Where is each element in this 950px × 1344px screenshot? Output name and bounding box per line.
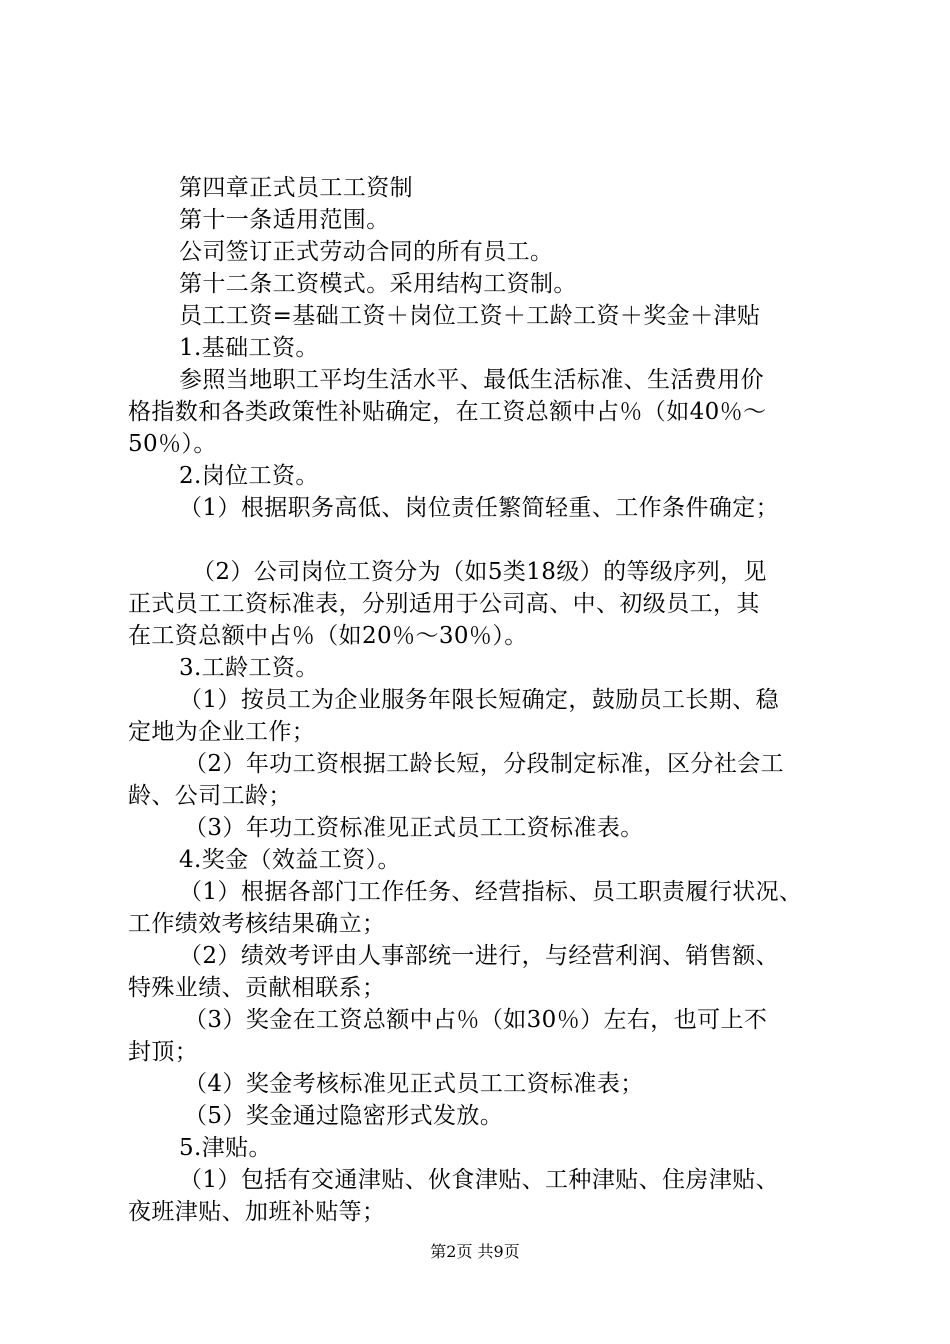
paragraph-line: 夜班津贴、加班补贴等； — [128, 1199, 386, 1225]
paragraph-line: 封顶； — [128, 1039, 199, 1065]
list-item: （1）包括有交通津贴、伙食津贴、工种津贴、住房津贴、 — [179, 1167, 780, 1193]
document-body — [128, 172, 840, 1228]
list-item: （1）按员工为企业服务年限长短确定，鼓励员工长期、稳 — [179, 687, 780, 713]
section-heading: 1.基础工资。 — [179, 335, 319, 361]
list-item: （4）奖金考核标准见正式员工工资标准表； — [184, 1071, 644, 1097]
paragraph-line: 定地为企业工作； — [128, 719, 316, 745]
list-item: （2）公司岗位工资分为（如5类18级）的等级序列，见 — [192, 559, 767, 585]
paragraph-line: 50％）。 — [128, 431, 217, 457]
paragraph-line: 格指数和各类政策性补贴确定，在工资总额中占％（如40％～ — [128, 399, 767, 425]
paragraph-line: 参照当地职工平均生活水平、最低生活标准、生活费用价 — [179, 367, 764, 393]
paragraph-line: 特殊业绩、贡献相联系； — [128, 975, 386, 1001]
article-heading: 第十二条工资模式。采用结构工资制。 — [179, 271, 577, 297]
list-item: （5）奖金通过隐密形式发放。 — [184, 1103, 504, 1129]
section-heading: 2.岗位工资。 — [179, 463, 319, 489]
paragraph-line: 正式员工工资标准表，分别适用于公司高、中、初级员工，其 — [128, 591, 760, 617]
paragraph-line: 公司签订正式劳动合同的所有员工。 — [179, 239, 554, 265]
list-item: （1）根据职务高低、岗位责任繁简轻重、工作条件确定； — [179, 495, 780, 521]
article-heading: 第十一条适用范围。 — [179, 207, 390, 233]
list-item: （3）奖金在工资总额中占％（如30％）左右，也可上不 — [184, 1007, 768, 1033]
list-item: （3）年功工资标准见正式员工工资标准表。 — [184, 815, 644, 841]
paragraph-line: 工作绩效考核结果确立； — [128, 911, 386, 937]
list-item: （2）绩效考评由人事部统一进行，与经营利润、销售额、 — [179, 943, 780, 969]
paragraph-line: 龄、公司工龄； — [128, 783, 292, 809]
paragraph-line: 在工资总额中占％（如20％～30％）。 — [128, 623, 528, 649]
section-heading: 4.奖金（效益工资）。 — [179, 847, 401, 873]
list-item: （2）年功工资根据工龄长短，分段制定标准，区分社会工 — [184, 751, 785, 777]
blank-line — [128, 524, 840, 556]
list-item: （1）根据各部门工作任务、经营指标、员工职责履行状况、 — [179, 879, 803, 905]
section-heading: 5.津贴。 — [179, 1135, 272, 1161]
formula-line: 员工工资=基础工资＋岗位工资＋工龄工资＋奖金＋津贴 — [179, 303, 761, 329]
page-number-footer: 第2页 共9页 — [430, 1242, 520, 1261]
section-heading: 3.工龄工资。 — [179, 655, 319, 681]
chapter-heading: 第四章正式员工工资制 — [179, 175, 413, 201]
